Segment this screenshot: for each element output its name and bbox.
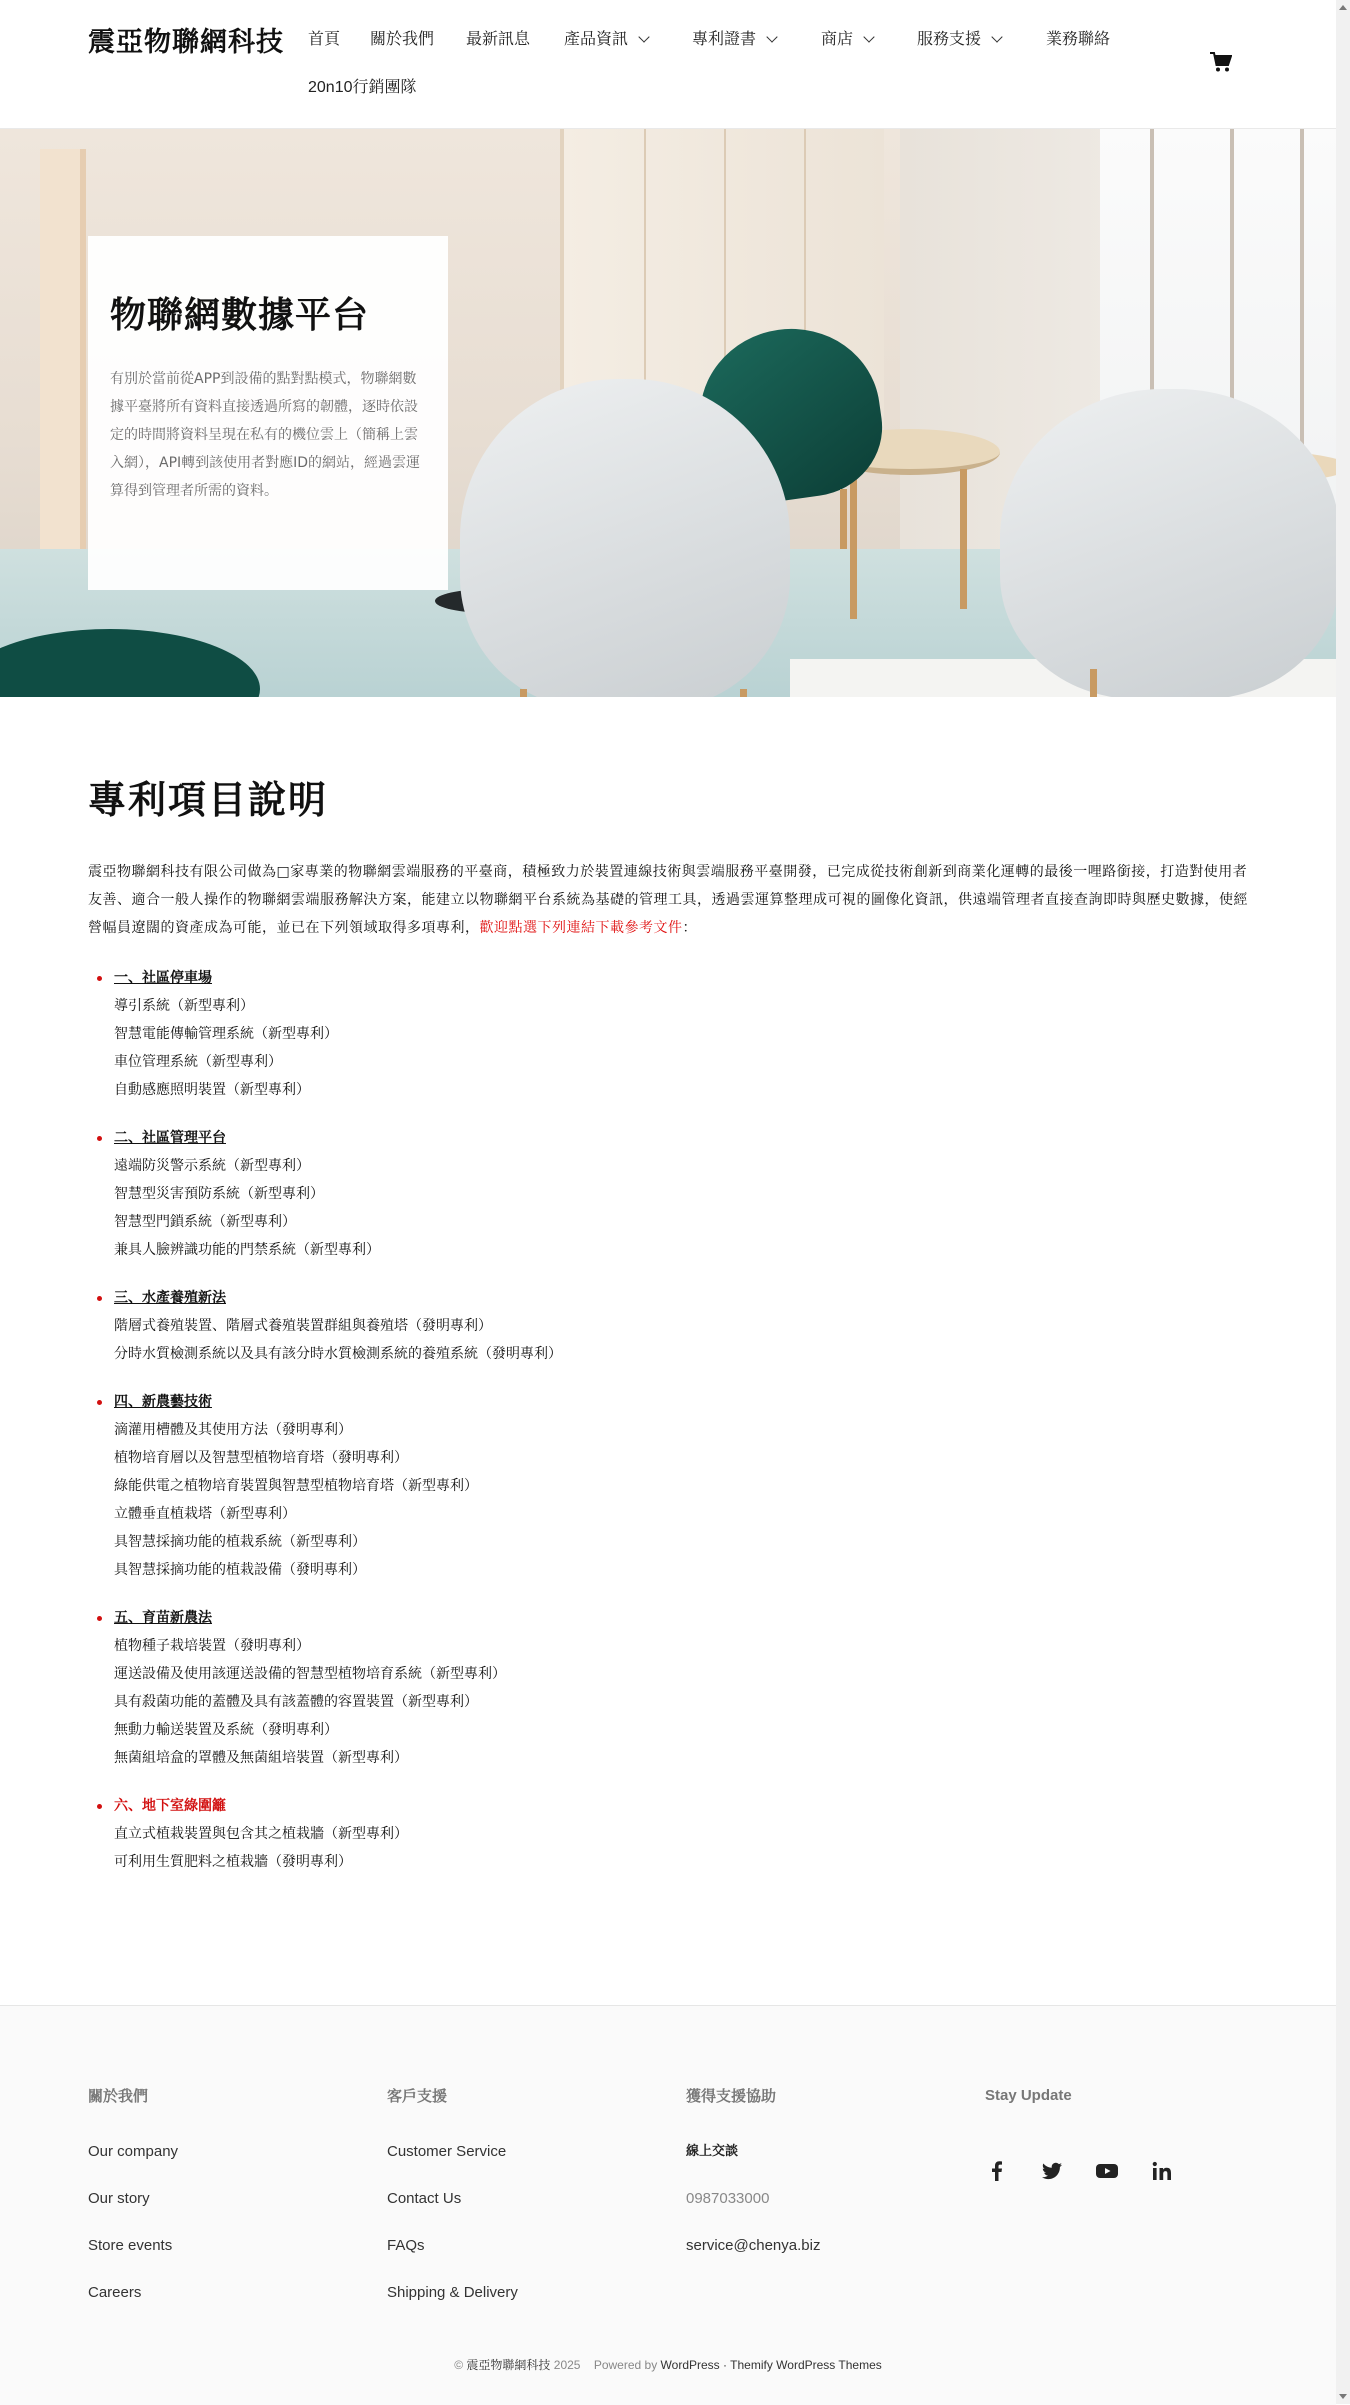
hero-photo-chair-leg bbox=[520, 689, 527, 697]
footer-link-shipping[interactable]: Shipping & Delivery bbox=[387, 2284, 518, 2301]
nav-label: 20n10行銷團隊 bbox=[308, 79, 417, 96]
patent-category bbox=[114, 964, 1248, 1104]
patent-item: 智慧型災害預防系統（新型專利） bbox=[114, 1186, 324, 1202]
patent-item: 遠端防災警示系統（新型專利） bbox=[114, 1158, 310, 1174]
nav-item-contact[interactable] bbox=[1046, 26, 1110, 49]
hero-photo-chair-leg bbox=[740, 689, 747, 697]
footer-heading: 客戶支援 bbox=[387, 2087, 448, 2105]
hero-photo-chair-leg bbox=[840, 489, 847, 549]
nav-label: 業務聯絡 bbox=[1046, 31, 1111, 48]
patent-item: 具智慧採摘功能的植栽系統（新型專利） bbox=[114, 1534, 366, 1550]
copyright-separator: · bbox=[723, 2358, 728, 2372]
patent-category-title[interactable]: 四、新農藝技術 bbox=[114, 1394, 212, 1410]
patent-item: 植物種子栽培裝置（發明專利） bbox=[114, 1638, 310, 1654]
chevron-down-icon bbox=[991, 31, 1002, 42]
patent-item: 無動力輸送裝置及系統（發明專利） bbox=[114, 1722, 338, 1738]
patent-item: 智慧電能傳輸管理系統（新型專利） bbox=[114, 1026, 338, 1042]
wordpress-link[interactable]: WordPress bbox=[660, 2358, 720, 2372]
patent-category bbox=[114, 1792, 1248, 1876]
patent-item: 綠能供電之植物培育裝置與智慧型植物培育塔（新型專利） bbox=[114, 1478, 478, 1494]
nav-label: 產品資訊 bbox=[564, 31, 629, 48]
patent-item: 車位管理系統（新型專利） bbox=[114, 1054, 282, 1070]
patent-category bbox=[114, 1284, 1248, 1368]
nav-item-patents[interactable] bbox=[692, 26, 776, 49]
footer-phone[interactable]: 0987033000 bbox=[686, 2190, 770, 2207]
footer-heading: Stay Update bbox=[985, 2087, 1072, 2104]
copyright-symbol: © bbox=[454, 2358, 464, 2372]
hero-photo-chair-white bbox=[460, 379, 790, 697]
patent-category-title[interactable]: 五、育苗新農法 bbox=[114, 1610, 212, 1626]
patent-item: 階層式養殖裝置、階層式養殖裝置群組與養殖塔（發明專利） bbox=[114, 1318, 492, 1334]
hero-photo-table-leg bbox=[850, 469, 857, 619]
nav-item-home[interactable] bbox=[308, 26, 340, 49]
hero-photo-chair-white bbox=[1000, 389, 1336, 697]
cart-icon[interactable] bbox=[1210, 52, 1232, 72]
footer-link-faqs[interactable]: FAQs bbox=[387, 2237, 425, 2254]
nav-label: 專利證書 bbox=[692, 31, 757, 48]
patent-category bbox=[114, 1604, 1248, 1772]
powered-by-label: Powered by bbox=[593, 2358, 658, 2372]
patent-category bbox=[114, 1124, 1248, 1264]
site-footer bbox=[0, 2005, 1336, 2405]
patent-category bbox=[114, 1388, 1248, 1584]
site-logo[interactable]: 震亞物聯網科技 bbox=[88, 27, 284, 58]
intro-end: ： bbox=[682, 920, 697, 936]
hero-photo-chair-leg bbox=[1090, 669, 1097, 697]
hero-title: 物聯網數據平台 bbox=[110, 295, 370, 336]
nav-item-products[interactable] bbox=[564, 26, 648, 49]
hero-photo-shelf bbox=[40, 149, 86, 579]
nav-item-news[interactable] bbox=[466, 26, 530, 49]
patent-item: 導引系統（新型專利） bbox=[114, 998, 254, 1014]
patent-category-title[interactable]: 二、社區管理平台 bbox=[114, 1130, 226, 1146]
nav-item-shop[interactable] bbox=[821, 26, 873, 49]
patent-category-title[interactable]: 三、水產養殖新法 bbox=[114, 1290, 226, 1306]
nav-label: 服務支援 bbox=[917, 31, 982, 48]
facebook-icon[interactable] bbox=[985, 2159, 1009, 2183]
patent-item: 分時水質檢測系統以及具有該分時水質檢測系統的養殖系統（發明專利） bbox=[114, 1346, 562, 1362]
footer-link-our-story[interactable]: Our story bbox=[88, 2190, 150, 2207]
section-title: 專利項目說明 bbox=[88, 778, 329, 822]
scroll-down-icon[interactable] bbox=[1339, 2394, 1347, 2399]
footer-col-about bbox=[88, 2086, 368, 2316]
patent-item: 無菌組培盒的罩體及無菌組培裝置（新型專利） bbox=[114, 1750, 408, 1766]
page-scrollbar[interactable] bbox=[1336, 0, 1350, 2404]
patent-item: 植物培育層以及智慧型植物培育塔（發明專利） bbox=[114, 1450, 408, 1466]
nav-label: 首頁 bbox=[308, 31, 341, 48]
intro-paragraph bbox=[88, 858, 1248, 942]
footer-col-stay bbox=[985, 2086, 1265, 2128]
hero-photo-table-leg bbox=[960, 469, 967, 609]
footer-col-help bbox=[686, 2086, 966, 2269]
copyright-company-link[interactable]: 震亞物聯網科技 bbox=[466, 2358, 551, 2372]
patent-list bbox=[88, 964, 1248, 1876]
footer-heading: 獲得支援協助 bbox=[686, 2087, 777, 2105]
nav-item-marketing[interactable] bbox=[308, 74, 417, 97]
intro-text: 震亞物聯網科技有限公司做為□家專業的物聯網雲端服務的平臺商，積極致力於裝置連線技術與雲端服務平臺開發，已完成從技術創新到商業化運轉的最後一哩路銜接，打造對使用者友善、適合一般人操作的物聯網雲端服務解決方案，能建立以物聯網平台系統為基礎的管理工具，透過雲運算整理成可視的圖像化資訊，供遠端管理者直接查詢即時與歷史數據，使經營幅員遼闊的資產成為可能，並已在下列領域取得多項專利， bbox=[88, 864, 1248, 936]
chevron-down-icon bbox=[638, 31, 649, 42]
hero-card bbox=[88, 236, 448, 590]
patent-item: 滴灌用槽體及其使用方法（發明專利） bbox=[114, 1422, 352, 1438]
copyright-year: 2025 bbox=[553, 2358, 581, 2372]
footer-heading: 關於我們 bbox=[88, 2087, 149, 2105]
patent-item: 自動感應照明裝置（新型專利） bbox=[114, 1082, 310, 1098]
patent-item: 立體垂直植栽塔（新型專利） bbox=[114, 1506, 296, 1522]
nav-label: 商店 bbox=[821, 31, 854, 48]
footer-subheading: 線上交談 bbox=[686, 2144, 739, 2159]
nav-item-support[interactable] bbox=[917, 26, 1001, 49]
themify-link[interactable]: Themify WordPress Themes bbox=[730, 2358, 882, 2372]
nav-label: 關於我們 bbox=[370, 31, 435, 48]
footer-link-our-company[interactable]: Our company bbox=[88, 2143, 179, 2160]
copyright bbox=[0, 2356, 1336, 2373]
footer-link-careers[interactable]: Careers bbox=[88, 2284, 142, 2301]
patent-category-title[interactable]: 六、地下室綠圍籬 bbox=[114, 1798, 226, 1814]
patent-item: 兼具人臉辨識功能的門禁系統（新型專利） bbox=[114, 1242, 380, 1258]
patent-item: 可利用生質肥料之植栽牆（發明專利） bbox=[114, 1854, 352, 1870]
main-content bbox=[88, 770, 1248, 1896]
patent-item: 直立式植栽裝置與包含其之植栽牆（新型專利） bbox=[114, 1826, 408, 1842]
youtube-icon[interactable] bbox=[1095, 2159, 1119, 2183]
download-link[interactable]: 歡迎點選下列連結下載參考文件 bbox=[479, 920, 683, 936]
chevron-down-icon bbox=[863, 31, 874, 42]
site-header bbox=[0, 0, 1336, 129]
hero-description: 有別於當前從APP到設備的點對點模式，物聯網數據平臺將所有資料直接透過所寫的韌體，逐時依設定的時間將資料呈現在私有的機位雲上（簡稱上雲入網），API轉到該使用者對應ID的網站，經過雲運算得到管理者所需的資料。 bbox=[110, 371, 421, 500]
chevron-down-icon bbox=[766, 31, 777, 42]
patent-category-title[interactable]: 一、社區停車場 bbox=[114, 970, 212, 986]
cart-icon-svg bbox=[1210, 52, 1232, 72]
footer-link-store-events[interactable]: Store events bbox=[88, 2237, 173, 2254]
nav-label: 最新訊息 bbox=[466, 31, 531, 48]
footer-email[interactable]: service@chenya.biz bbox=[686, 2237, 821, 2254]
footer-link-customer-service[interactable]: Customer Service bbox=[387, 2143, 507, 2160]
nav-item-about[interactable] bbox=[370, 26, 434, 49]
footer-link-contact-us[interactable]: Contact Us bbox=[387, 2190, 462, 2207]
twitter-icon[interactable] bbox=[1040, 2159, 1064, 2183]
patent-item: 具智慧採摘功能的植栽設備（發明專利） bbox=[114, 1562, 366, 1578]
footer-col-support bbox=[387, 2086, 667, 2316]
patent-item: 具有殺菌功能的蓋體及具有該蓋體的容置裝置（新型專利） bbox=[114, 1694, 478, 1710]
scroll-up-icon[interactable] bbox=[1339, 5, 1347, 10]
patent-item: 運送設備及使用該運送設備的智慧型植物培育系統（新型專利） bbox=[114, 1666, 506, 1682]
linkedin-icon[interactable] bbox=[1150, 2159, 1174, 2183]
patent-item: 智慧型門鎖系統（新型專利） bbox=[114, 1214, 296, 1230]
